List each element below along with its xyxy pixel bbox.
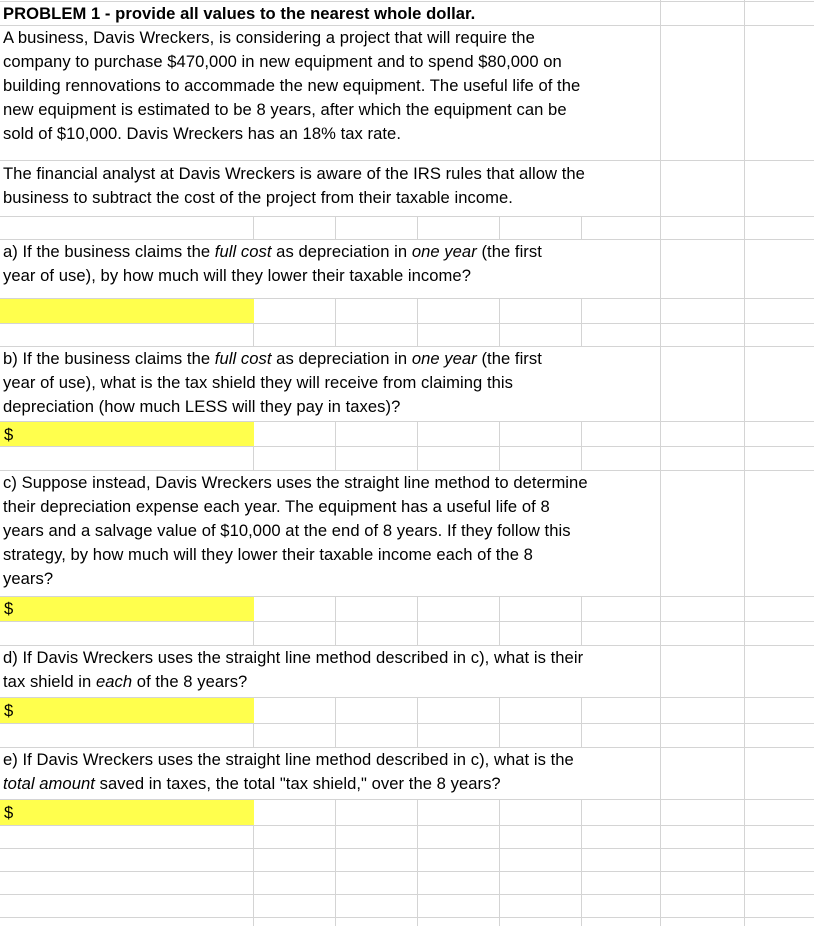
column-divider [335,799,336,926]
question-d-line: d) If Davis Wreckers uses the straight line method described in c), what is their [3,648,584,667]
column-divider [499,298,500,346]
gridline [0,323,814,324]
gridline [0,621,814,622]
column-divider [417,596,418,645]
answer-e-label: $ [4,803,14,822]
answer-e-cell[interactable] [0,800,254,825]
intro-line: company to purchase $470,000 in new equipment and to spend $80,000 on [3,52,562,71]
column-divider [499,216,500,239]
gridline [0,894,814,895]
analyst-line: business to subtract the cost of the project from their taxable income. [3,188,513,207]
answer-d-cell[interactable] [0,698,254,723]
column-divider [499,697,500,747]
column-divider [581,799,582,926]
question-c-line: years and a salvage value of $10,000 at the end of 8 years. If they follow this [3,521,571,540]
answer-d-label: $ [4,701,14,720]
intro-line: sold of $10,000. Davis Wreckers has an 18% tax rate. [3,124,401,143]
column-divider [499,421,500,470]
question-a-line: year of use), by how much will they lower their taxable income? [3,266,471,285]
question-d-line: tax shield in each of the 8 years? [3,672,248,691]
answer-a-cell[interactable] [0,299,254,323]
column-divider [253,216,254,239]
column-divider [581,697,582,747]
column-divider [417,799,418,926]
problem-title: PROBLEM 1 - provide all values to the nearest whole dollar. [3,4,476,23]
question-c-line: strategy, by how much will they lower their taxable income each of the 8 [3,545,533,564]
column-divider [335,421,336,470]
column-divider [660,0,661,926]
question-b-line: depreciation (how much LESS will they pay in taxes)? [3,397,401,416]
column-divider [335,596,336,645]
answer-c-label: $ [4,599,14,618]
question-b-line: b) If the business claims the full cost as depreciation in one year (the first [3,349,542,368]
intro-line: A business, Davis Wreckers, is considering a project that will require the [3,28,535,47]
column-divider [417,216,418,239]
column-divider [744,0,745,926]
question-c-line: c) Suppose instead, Davis Wreckers uses the straight line method to determine [3,473,588,492]
answer-b-label: $ [4,425,14,444]
answer-c-cell[interactable] [0,597,254,621]
column-divider [335,697,336,747]
question-c-line: years? [3,569,54,588]
column-divider [417,298,418,346]
column-divider [581,421,582,470]
analyst-line: The financial analyst at Davis Wreckers is aware of the IRS rules that allow the [3,164,585,183]
column-divider [417,421,418,470]
question-b-line: year of use), what is the tax shield they will receive from claiming this [3,373,513,392]
answer-b-cell[interactable] [0,422,254,446]
gridline [0,446,814,447]
gridline [0,871,814,872]
question-e-line: e) If Davis Wreckers uses the straight line method described in c), what is the [3,750,574,769]
question-a-line: a) If the business claims the full cost as depreciation in one year (the first [3,242,542,261]
gridline [0,825,814,826]
column-divider [581,298,582,346]
gridline [0,723,814,724]
column-divider [499,596,500,645]
gridline [0,216,814,217]
column-divider [417,697,418,747]
question-c-line: their depreciation expense each year. The equipment has a useful life of 8 [3,497,550,516]
column-divider [581,596,582,645]
gridline [0,160,814,161]
column-divider [499,799,500,926]
intro-line: new equipment is estimated to be 8 years, after which the equipment can be [3,100,567,119]
gridline [0,917,814,918]
column-divider [581,216,582,239]
gridline [0,848,814,849]
column-divider [335,298,336,346]
intro-line: building rennovations to accommade the new equipment. The useful life of the [3,76,581,95]
column-divider [335,216,336,239]
question-e-line: total amount saved in taxes, the total "tax shield," over the 8 years? [3,774,501,793]
